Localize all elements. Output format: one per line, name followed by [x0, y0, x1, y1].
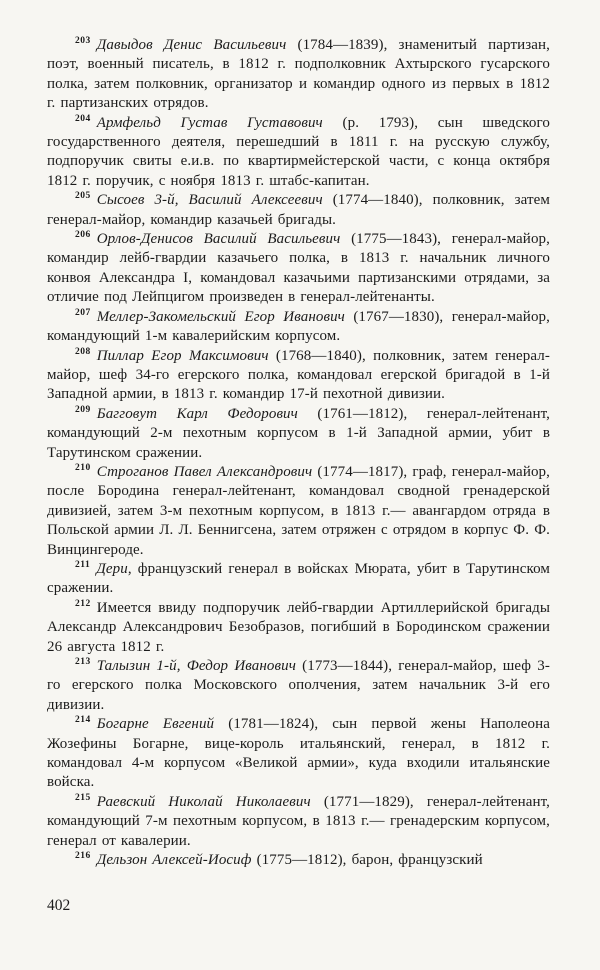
note-number: 211 [75, 559, 91, 570]
person-name: Раевский Николай Николаевич [96, 793, 311, 810]
note-entry-212 [47, 599, 550, 657]
note-number: 209 [75, 404, 91, 415]
note-number: 210 [75, 462, 91, 473]
person-name: Сысоев 3-й, Василий Алексеевич [96, 192, 323, 209]
note-entry-216 [47, 851, 550, 870]
note-number: 203 [75, 36, 91, 46]
person-name: Орлов-Денисов Василий Васильевич [96, 231, 341, 248]
note-entry-214 [47, 715, 550, 793]
note-number: 206 [75, 230, 91, 241]
person-name: Меллер-Закомельский Егор Иванович [96, 308, 345, 325]
page-number: 402 [47, 897, 71, 914]
note-number: 208 [75, 346, 91, 357]
person-name: Пиллар Егор Максимович [96, 347, 269, 364]
person-name: Багговут Карл Федорович [96, 405, 298, 422]
note-text: Имеется ввиду подпоручик лейб-гвардии Артиллерийской бригады Александр Александрович Безобразов, погибший в Бородинском сражении 26 августа 1812 г. [47, 599, 550, 655]
note-number: 205 [75, 191, 91, 202]
note-text: (1781—1824), сын первой жены Наполеона Жозефины Богарне, вице-король итальянский, генерал, в 1812 г. командовал 4-м корпусом «Великой армии», куда входили итальянские войска. [47, 716, 550, 791]
note-text: (1761—1812), генерал-лейтенант, командующий 2-м пехотным корпусом в 1-й Западной армии, убит в Тарутинском сражении. [47, 405, 550, 461]
note-number: 214 [75, 715, 91, 726]
note-text: (1773—1844), генерал-майор, шеф 3-го егерского полка Московского ополчения, затем начальник 3-й его дивизии. [47, 658, 550, 713]
person-name: Дельзон Алексей-Иосиф [96, 852, 252, 869]
note-entry-206 [47, 230, 550, 308]
note-entry-210 [47, 463, 550, 560]
note-text: (1775—1843), генерал-майор, командир лейб-гвардии казачьего полка, в 1813 г. начальник личного конвоя Александра I, командовал казачьими партизанскими отрядами, за отличие под Лейпцигом произведен в генерал-лейтенанты. [47, 231, 550, 306]
note-text: (1775—1812), барон, французский [251, 852, 483, 869]
note-entry-211 [47, 560, 550, 599]
person-name: Давыдов Денис Васильевич [96, 37, 287, 53]
note-number: 216 [75, 851, 91, 862]
note-text: (1768—1840), полковник, затем генерал-майор, шеф 34-го егерского полка, командовал егерской бригадой в 1-й Западной армии, в 1813 г. командир 17-й пехотной дивизии. [47, 347, 550, 403]
person-name: Строганов Павел Александрович [96, 463, 313, 480]
person-name: Талызин 1-й, Федор Иванович [96, 658, 296, 674]
person-name: Богарне Евгений [96, 716, 215, 733]
note-text: , французский генерал в войсках Мюрата, убит в Тарутинском сражении. [47, 560, 550, 597]
note-text: (1784—1839), знаменитый партизан, поэт, военный писатель, в 1812 г. подполковник Ахтырского гусарского полка, затем полковник, организатор и командир одного из первых в 1812 г. партизанских отрядов. [47, 37, 550, 112]
person-name: Дери [96, 560, 128, 577]
note-number: 215 [75, 792, 91, 803]
note-entry-209 [47, 405, 550, 463]
note-number: 213 [75, 657, 91, 667]
note-entry-203 [47, 36, 550, 114]
note-number: 207 [75, 307, 91, 318]
note-entry-207 [47, 308, 550, 347]
note-entry-213 [47, 657, 550, 715]
note-text: (1771—1829), генерал-лейтенант, командующий 7-м пехотным корпусом, в 1813 г.— гренадерским корпусом, генерал от кавалерии. [47, 793, 551, 849]
note-entry-205 [47, 191, 550, 230]
note-text: (1774—1840), полковник, затем генерал-майор, командир казачьей бригады. [47, 192, 550, 228]
note-number: 204 [75, 113, 91, 124]
note-number: 212 [75, 598, 91, 609]
note-text: (р. 1793), сын шведского государственного деятеля, перешедший в 1811 г. на русскую службу, подпоручик свиты е.и.в. по квартирмейстерской части, с конца октября 1812 г. поручик, с ноября 1813 г. штабс-капитан. [47, 114, 551, 189]
note-text: (1767—1830), генерал-майор, командующий 1-м кавалерийским корпусом. [47, 308, 550, 345]
note-entry-208 [47, 347, 550, 405]
person-name: Армфельд Густав Густавович [96, 114, 323, 131]
note-text: (1774—1817), граф, генерал-майор, после Бородина генерал-лейтенант, командовал сводной гренадерской дивизией, затем 3-м пехотным корпусом, в 1813 г.— авангардом отряда в Польской армии Л. Л. Беннигсена, затем отряжен с отрядом в корпус Ф. Ф. Винцингероде. [47, 463, 550, 558]
note-entry-204 [47, 114, 550, 192]
note-entry-215 [47, 793, 550, 851]
